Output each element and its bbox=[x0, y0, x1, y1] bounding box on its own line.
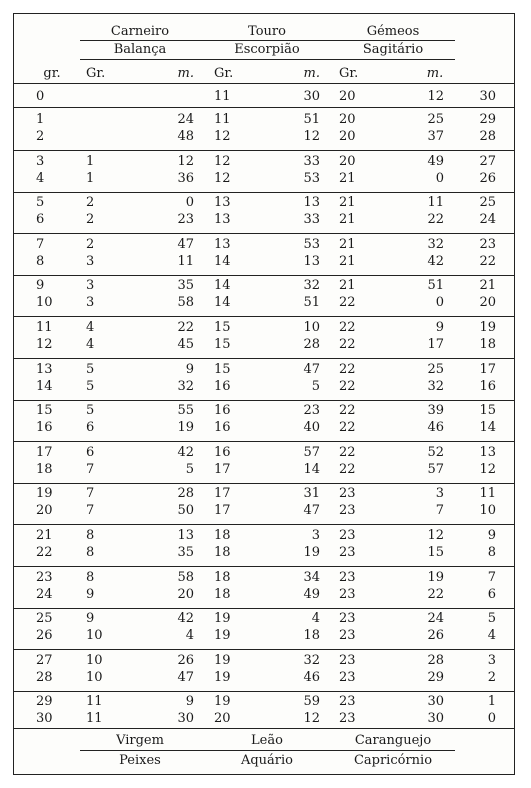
minute-c-cell: 0 bbox=[435, 295, 444, 311]
minute-a-cell: 28 bbox=[177, 486, 194, 502]
grade-b-cell: 16 bbox=[214, 420, 231, 436]
degree-cell: 16 bbox=[36, 420, 53, 436]
complement-degree-cell: 26 bbox=[479, 170, 496, 186]
minute-b-cell: 19 bbox=[303, 545, 320, 560]
minute-c-cell: 12 bbox=[427, 89, 444, 104]
complement-degree-cell: 25 bbox=[479, 195, 496, 211]
minute-c-cell: 42 bbox=[427, 253, 444, 269]
grade-c-cell: 21 bbox=[339, 195, 356, 211]
complement-degree-cell: 21 bbox=[479, 278, 496, 294]
degree-cell: 18 bbox=[36, 461, 53, 477]
header-sign-top: Carneiro bbox=[110, 24, 170, 39]
degree-cell: 19 bbox=[36, 486, 53, 502]
group-divider-line bbox=[14, 150, 514, 151]
grade-b-cell: 17 bbox=[214, 486, 231, 502]
group-divider-line bbox=[14, 316, 514, 317]
degree-cell: 8 bbox=[36, 253, 45, 269]
group-divider-line bbox=[14, 524, 514, 525]
footer-sign-top: Caranguejo bbox=[354, 733, 432, 748]
minute-b-cell: 14 bbox=[303, 461, 320, 477]
grade-b-cell: 12 bbox=[214, 153, 231, 169]
grade-a-cell: 4 bbox=[86, 337, 95, 352]
degree-cell: 14 bbox=[36, 378, 53, 394]
header-sign-bottom: Sagitário bbox=[362, 42, 424, 57]
minute-a-cell: 11 bbox=[177, 253, 194, 269]
minute-a-cell: 55 bbox=[177, 403, 194, 419]
grade-b-cell: 19 bbox=[214, 628, 231, 644]
degree-cell: 9 bbox=[36, 278, 45, 294]
column-label: Gr. bbox=[214, 66, 234, 81]
grade-c-cell: 22 bbox=[339, 444, 356, 460]
minute-c-cell: 11 bbox=[427, 195, 444, 211]
grade-a-cell: 7 bbox=[86, 461, 95, 477]
header-sign-top: Gémeos bbox=[366, 24, 420, 39]
minute-b-cell: 23 bbox=[303, 403, 320, 419]
grade-c-cell: 21 bbox=[339, 236, 356, 252]
footer-sign-bottom: Peixes bbox=[119, 753, 161, 768]
degree-cell: 12 bbox=[36, 337, 53, 352]
column-label: m. bbox=[426, 66, 444, 81]
grade-a-cell: 1 bbox=[86, 153, 95, 169]
grade-b-cell: 16 bbox=[214, 378, 231, 394]
minute-a-cell: 58 bbox=[177, 295, 194, 311]
header-sign-bottom: Escorpião bbox=[234, 42, 300, 57]
minute-a-cell: 12 bbox=[177, 153, 194, 169]
minute-a-cell: 42 bbox=[177, 611, 194, 627]
minute-c-cell: 25 bbox=[427, 112, 444, 127]
group-divider-line bbox=[14, 233, 514, 234]
minute-a-cell: 35 bbox=[177, 545, 194, 560]
grade-b-cell: 19 bbox=[214, 652, 231, 668]
degree-cell: 13 bbox=[36, 361, 53, 377]
degree-cell: 23 bbox=[36, 569, 53, 585]
grade-c-cell: 23 bbox=[339, 611, 356, 627]
grade-b-cell: 14 bbox=[214, 278, 231, 294]
minute-b-cell: 46 bbox=[303, 669, 320, 685]
grade-c-cell: 22 bbox=[339, 403, 356, 419]
group-divider-line bbox=[14, 192, 514, 193]
grade-c-cell: 23 bbox=[339, 528, 356, 543]
group-divider-line bbox=[14, 107, 514, 108]
group-divider-line bbox=[14, 358, 514, 359]
grade-a-cell: 8 bbox=[86, 545, 95, 560]
minute-a-cell: 48 bbox=[177, 129, 194, 144]
minute-a-cell: 30 bbox=[177, 711, 194, 727]
complement-degree-cell: 6 bbox=[487, 586, 496, 602]
column-label: m. bbox=[177, 66, 194, 81]
grade-c-cell: 22 bbox=[339, 337, 356, 352]
grade-b-cell: 13 bbox=[214, 212, 231, 228]
minute-c-cell: 37 bbox=[427, 129, 444, 144]
minute-b-cell: 32 bbox=[303, 278, 320, 294]
minute-c-cell: 30 bbox=[427, 711, 444, 727]
minute-a-cell: 22 bbox=[177, 320, 194, 335]
grade-b-cell: 19 bbox=[214, 694, 231, 710]
complement-degree-cell: 22 bbox=[479, 253, 496, 269]
minute-c-cell: 7 bbox=[435, 503, 444, 519]
minute-c-cell: 49 bbox=[427, 153, 444, 169]
column-label: Gr. bbox=[339, 66, 359, 81]
column-label: gr. bbox=[43, 66, 61, 81]
degree-cell: 30 bbox=[36, 711, 53, 727]
minute-b-cell: 53 bbox=[303, 170, 320, 186]
minute-c-cell: 3 bbox=[435, 486, 444, 502]
minute-a-cell: 23 bbox=[177, 212, 194, 228]
minute-c-cell: 12 bbox=[427, 528, 444, 543]
footer-divider-line bbox=[80, 750, 455, 751]
grade-c-cell: 22 bbox=[339, 461, 356, 477]
complement-degree-cell: 16 bbox=[479, 378, 496, 394]
minute-b-cell: 12 bbox=[303, 129, 320, 144]
minute-a-cell: 9 bbox=[185, 694, 194, 710]
minute-b-cell: 30 bbox=[303, 89, 320, 104]
minute-b-cell: 4 bbox=[311, 611, 320, 627]
column-label: m. bbox=[303, 66, 320, 81]
degree-cell: 27 bbox=[36, 652, 53, 668]
minute-a-cell: 50 bbox=[177, 503, 194, 519]
grade-a-cell: 9 bbox=[86, 586, 95, 602]
header-sign-bottom: Balança bbox=[113, 42, 167, 57]
grade-a-cell: 3 bbox=[86, 278, 95, 294]
complement-degree-cell: 8 bbox=[487, 545, 496, 560]
minute-a-cell: 9 bbox=[185, 361, 194, 377]
grade-a-cell: 3 bbox=[86, 253, 95, 269]
complement-degree-cell: 0 bbox=[487, 711, 496, 727]
grade-c-cell: 23 bbox=[339, 486, 356, 502]
footer-sign-top: Leão bbox=[251, 733, 283, 748]
degree-cell: 20 bbox=[36, 503, 53, 519]
minute-a-cell: 58 bbox=[177, 569, 194, 585]
grade-a-cell: 6 bbox=[86, 420, 95, 436]
minute-b-cell: 57 bbox=[303, 444, 320, 460]
grade-b-cell: 15 bbox=[214, 320, 231, 335]
grade-c-cell: 22 bbox=[339, 361, 356, 377]
grade-b-cell: 18 bbox=[214, 528, 231, 543]
grade-b-cell: 20 bbox=[214, 711, 231, 727]
degree-cell: 6 bbox=[36, 212, 45, 228]
grade-b-cell: 16 bbox=[214, 444, 231, 460]
minute-b-cell: 32 bbox=[303, 652, 320, 668]
minute-b-cell: 47 bbox=[303, 361, 320, 377]
minute-b-cell: 13 bbox=[303, 253, 320, 269]
header-divider-line bbox=[80, 59, 455, 60]
complement-degree-cell: 20 bbox=[479, 295, 496, 311]
minute-c-cell: 32 bbox=[427, 378, 444, 394]
grade-c-cell: 23 bbox=[339, 545, 356, 560]
degree-cell: 25 bbox=[36, 611, 53, 627]
minute-a-cell: 26 bbox=[177, 652, 194, 668]
minute-b-cell: 51 bbox=[303, 112, 320, 127]
grade-a-cell: 10 bbox=[86, 669, 103, 685]
minute-b-cell: 53 bbox=[303, 236, 320, 252]
grade-b-cell: 19 bbox=[214, 669, 231, 685]
degree-cell: 17 bbox=[36, 444, 53, 460]
complement-degree-cell: 30 bbox=[479, 89, 496, 104]
minute-c-cell: 22 bbox=[427, 212, 444, 228]
minute-c-cell: 32 bbox=[427, 236, 444, 252]
minute-b-cell: 12 bbox=[303, 711, 320, 727]
header-sign-top: Touro bbox=[248, 24, 286, 39]
grade-b-cell: 18 bbox=[214, 569, 231, 585]
minute-a-cell: 47 bbox=[177, 236, 194, 252]
minute-a-cell: 4 bbox=[185, 628, 194, 644]
minute-c-cell: 51 bbox=[427, 278, 444, 294]
grade-c-cell: 23 bbox=[339, 569, 356, 585]
group-divider-line bbox=[14, 441, 514, 442]
grade-c-cell: 20 bbox=[339, 129, 356, 144]
grade-b-cell: 13 bbox=[214, 236, 231, 252]
degree-cell: 5 bbox=[36, 195, 45, 211]
grade-c-cell: 22 bbox=[339, 378, 356, 394]
grade-a-cell: 11 bbox=[86, 694, 103, 710]
grade-a-cell: 7 bbox=[86, 503, 95, 519]
minute-a-cell: 19 bbox=[177, 420, 194, 436]
minute-a-cell: 47 bbox=[177, 669, 194, 685]
minute-a-cell: 42 bbox=[177, 444, 194, 460]
minute-c-cell: 24 bbox=[427, 611, 444, 627]
minute-b-cell: 40 bbox=[303, 420, 320, 436]
degree-cell: 24 bbox=[36, 586, 53, 602]
complement-degree-cell: 9 bbox=[487, 528, 496, 543]
complement-degree-cell: 3 bbox=[487, 652, 496, 668]
complement-degree-cell: 27 bbox=[479, 153, 496, 169]
group-divider-line bbox=[14, 483, 514, 484]
complement-degree-cell: 13 bbox=[479, 444, 496, 460]
footer-sign-bottom: Capricórnio bbox=[353, 753, 433, 768]
minute-c-cell: 9 bbox=[435, 320, 444, 335]
grade-b-cell: 11 bbox=[214, 89, 231, 104]
grade-a-cell: 7 bbox=[86, 486, 95, 502]
grade-a-cell: 11 bbox=[86, 711, 103, 727]
minute-a-cell: 0 bbox=[185, 195, 194, 211]
grade-b-cell: 14 bbox=[214, 253, 231, 269]
complement-degree-cell: 10 bbox=[479, 503, 496, 519]
minute-b-cell: 51 bbox=[303, 295, 320, 311]
group-divider-line bbox=[14, 400, 514, 401]
degree-cell: 4 bbox=[36, 170, 45, 186]
grade-b-cell: 17 bbox=[214, 461, 231, 477]
minute-c-cell: 19 bbox=[427, 569, 444, 585]
minute-c-cell: 57 bbox=[427, 461, 444, 477]
footer-sign-top: Virgem bbox=[116, 733, 164, 748]
grade-b-cell: 16 bbox=[214, 403, 231, 419]
grade-b-cell: 18 bbox=[214, 586, 231, 602]
complement-degree-cell: 24 bbox=[479, 212, 496, 228]
grade-a-cell: 9 bbox=[86, 611, 95, 627]
complement-degree-cell: 29 bbox=[479, 112, 496, 127]
grade-c-cell: 20 bbox=[339, 89, 356, 104]
grade-c-cell: 23 bbox=[339, 711, 356, 727]
complement-degree-cell: 1 bbox=[487, 694, 496, 710]
minute-b-cell: 49 bbox=[303, 586, 320, 602]
grade-a-cell: 5 bbox=[86, 378, 95, 394]
grade-c-cell: 23 bbox=[339, 586, 356, 602]
group-divider-line bbox=[14, 649, 514, 650]
minute-a-cell: 32 bbox=[177, 378, 194, 394]
degree-cell: 11 bbox=[36, 320, 53, 335]
grade-a-cell: 8 bbox=[86, 528, 95, 543]
minute-c-cell: 22 bbox=[427, 586, 444, 602]
grade-a-cell: 2 bbox=[86, 212, 95, 228]
grade-b-cell: 19 bbox=[214, 611, 231, 627]
degree-cell: 7 bbox=[36, 236, 45, 252]
grade-a-cell: 2 bbox=[86, 236, 95, 252]
minute-c-cell: 29 bbox=[427, 669, 444, 685]
degree-cell: 21 bbox=[36, 528, 53, 543]
minute-c-cell: 17 bbox=[427, 337, 444, 352]
degree-cell: 1 bbox=[36, 112, 45, 127]
grade-b-cell: 14 bbox=[214, 295, 231, 311]
footer-top-line bbox=[14, 728, 514, 729]
minute-b-cell: 59 bbox=[303, 694, 320, 710]
minute-c-cell: 25 bbox=[427, 361, 444, 377]
complement-degree-cell: 2 bbox=[487, 669, 496, 685]
minute-c-cell: 28 bbox=[427, 652, 444, 668]
grade-a-cell: 5 bbox=[86, 361, 95, 377]
grade-c-cell: 20 bbox=[339, 153, 356, 169]
minute-c-cell: 0 bbox=[435, 170, 444, 186]
grade-a-cell: 1 bbox=[86, 170, 95, 186]
grade-b-cell: 13 bbox=[214, 195, 231, 211]
degree-cell: 26 bbox=[36, 628, 53, 644]
minute-b-cell: 5 bbox=[311, 378, 320, 394]
minute-c-cell: 26 bbox=[427, 628, 444, 644]
grade-a-cell: 6 bbox=[86, 444, 95, 460]
complement-degree-cell: 17 bbox=[479, 361, 496, 377]
complement-degree-cell: 19 bbox=[479, 320, 496, 335]
grade-b-cell: 15 bbox=[214, 337, 231, 352]
minute-a-cell: 13 bbox=[177, 528, 194, 543]
minute-c-cell: 30 bbox=[427, 694, 444, 710]
grade-c-cell: 22 bbox=[339, 420, 356, 436]
grade-a-cell: 10 bbox=[86, 628, 103, 644]
complement-degree-cell: 14 bbox=[479, 420, 496, 436]
grade-b-cell: 17 bbox=[214, 503, 231, 519]
grade-b-cell: 18 bbox=[214, 545, 231, 560]
degree-cell: 2 bbox=[36, 129, 45, 144]
grade-c-cell: 23 bbox=[339, 503, 356, 519]
grade-b-cell: 15 bbox=[214, 361, 231, 377]
group-divider-line bbox=[14, 275, 514, 276]
complement-degree-cell: 18 bbox=[479, 337, 496, 352]
minute-b-cell: 34 bbox=[303, 569, 320, 585]
grade-c-cell: 23 bbox=[339, 669, 356, 685]
degree-cell: 15 bbox=[36, 403, 53, 419]
grade-c-cell: 23 bbox=[339, 628, 356, 644]
minute-c-cell: 15 bbox=[427, 545, 444, 560]
minute-b-cell: 33 bbox=[303, 212, 320, 228]
degree-cell: 28 bbox=[36, 669, 53, 685]
minute-a-cell: 5 bbox=[185, 461, 194, 477]
minute-b-cell: 31 bbox=[303, 486, 320, 502]
grade-c-cell: 22 bbox=[339, 295, 356, 311]
minute-b-cell: 10 bbox=[303, 320, 320, 335]
minute-b-cell: 3 bbox=[311, 528, 320, 543]
grade-a-cell: 8 bbox=[86, 569, 95, 585]
complement-degree-cell: 4 bbox=[487, 628, 496, 644]
minute-b-cell: 28 bbox=[303, 337, 320, 352]
minute-c-cell: 39 bbox=[427, 403, 444, 419]
minute-b-cell: 18 bbox=[303, 628, 320, 644]
degree-cell: 3 bbox=[36, 153, 45, 169]
degree-cell: 22 bbox=[36, 545, 53, 560]
minute-b-cell: 47 bbox=[303, 503, 320, 519]
grade-c-cell: 21 bbox=[339, 212, 356, 228]
complement-degree-cell: 11 bbox=[479, 486, 496, 502]
header-divider-line bbox=[80, 40, 455, 41]
group-divider-line bbox=[14, 691, 514, 692]
grade-c-cell: 23 bbox=[339, 652, 356, 668]
complement-degree-cell: 28 bbox=[479, 129, 496, 144]
grade-a-cell: 5 bbox=[86, 403, 95, 419]
complement-degree-cell: 12 bbox=[479, 461, 496, 477]
minute-a-cell: 35 bbox=[177, 278, 194, 294]
grade-c-cell: 23 bbox=[339, 694, 356, 710]
grade-b-cell: 11 bbox=[214, 112, 231, 127]
grade-c-cell: 21 bbox=[339, 170, 356, 186]
grade-a-cell: 10 bbox=[86, 652, 103, 668]
grade-a-cell: 3 bbox=[86, 295, 95, 311]
complement-degree-cell: 7 bbox=[487, 569, 496, 585]
header-bottom-line bbox=[14, 83, 514, 84]
minute-a-cell: 20 bbox=[177, 586, 194, 602]
grade-c-cell: 22 bbox=[339, 320, 356, 335]
complement-degree-cell: 5 bbox=[487, 611, 496, 627]
minute-b-cell: 33 bbox=[303, 153, 320, 169]
degree-cell: 10 bbox=[36, 295, 53, 311]
complement-degree-cell: 23 bbox=[479, 236, 496, 252]
grade-c-cell: 21 bbox=[339, 278, 356, 294]
footer-sign-bottom: Aquário bbox=[240, 753, 294, 768]
minute-a-cell: 36 bbox=[177, 170, 194, 186]
grade-c-cell: 20 bbox=[339, 112, 356, 127]
column-label: Gr. bbox=[86, 66, 106, 81]
degree-cell: 0 bbox=[36, 89, 45, 104]
minute-b-cell: 13 bbox=[303, 195, 320, 211]
grade-b-cell: 12 bbox=[214, 129, 231, 144]
group-divider-line bbox=[14, 608, 514, 609]
grade-b-cell: 12 bbox=[214, 170, 231, 186]
complement-degree-cell: 15 bbox=[479, 403, 496, 419]
grade-a-cell: 2 bbox=[86, 195, 95, 211]
minute-a-cell: 24 bbox=[177, 112, 194, 127]
degree-cell: 29 bbox=[36, 694, 53, 710]
grade-c-cell: 21 bbox=[339, 253, 356, 269]
minute-c-cell: 46 bbox=[427, 420, 444, 436]
minute-c-cell: 52 bbox=[427, 444, 444, 460]
minute-a-cell: 45 bbox=[177, 337, 194, 352]
group-divider-line bbox=[14, 566, 514, 567]
grade-a-cell: 4 bbox=[86, 320, 95, 335]
